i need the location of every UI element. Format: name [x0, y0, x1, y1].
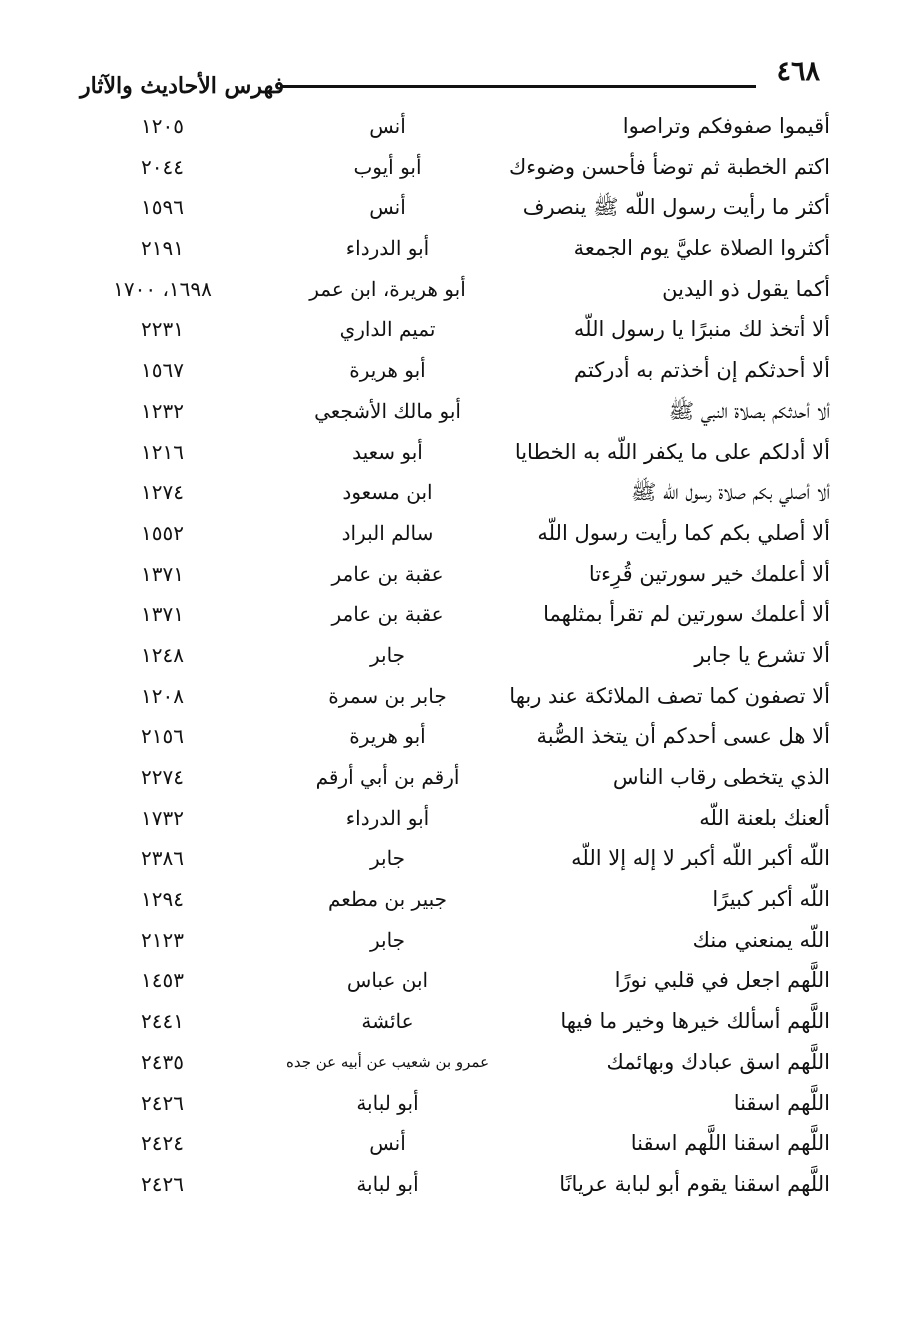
hadith-text: اللَّهم أسألك خيرها وخير ما فيها: [560, 1009, 830, 1034]
hadith-text: ألا أعلمك سورتين لم تقرأ بمثلهما: [543, 602, 830, 627]
narrator-name: أبو أيوب: [353, 154, 422, 179]
header-rule: [280, 85, 756, 88]
narrator-name: ابن عباس: [346, 968, 429, 993]
index-entry: [80, 879, 830, 920]
narrator-name: أبو الدرداء: [345, 805, 430, 830]
hadith-text: ألا تشرع يا جابر: [694, 642, 830, 667]
hadith-text: ألا تصفون كما تصف الملائكة عند ربها: [509, 683, 830, 708]
narrator-name: تميم الداري: [339, 317, 436, 342]
narrator-name: ابن مسعود: [342, 480, 433, 505]
index-entry: [80, 187, 830, 228]
index-entry: [80, 798, 830, 839]
narrator-name: سالم البراد: [341, 520, 434, 545]
hadith-number: ٢٠٤٤: [141, 154, 184, 179]
index-entry: [80, 350, 830, 391]
index-entry: [80, 513, 830, 554]
narrator-name: أبو هريرة: [349, 358, 426, 383]
narrator-name: أبو هريرة: [349, 724, 426, 749]
running-title: فهرس الأحاديث والآثار: [80, 73, 285, 99]
hadith-number: ١٤٥٣: [141, 968, 184, 993]
index-entry: [80, 920, 830, 961]
hadith-text: اللّه يمنعني منك: [692, 927, 830, 952]
hadith-number: ١٥٥٢: [141, 520, 184, 545]
hadith-text: اللّه أكبر اللّه أكبر لا إله إلا اللّه: [571, 846, 830, 871]
hadith-text: اللَّهم اسقنا اللَّهم اسقنا: [630, 1131, 830, 1156]
index-entry: [80, 228, 830, 269]
hadith-text: ألا أدلكم على ما يكفر اللّه به الخطايا: [514, 439, 830, 464]
hadith-number: ١٢٣٢: [141, 398, 184, 423]
hadith-text: ألا أعلمك خير سورتين قُرِءتا: [588, 561, 830, 586]
narrator-name: عقبة بن عامر: [331, 602, 444, 627]
hadith-number: ١٣٧١: [141, 561, 184, 586]
index-entry: [80, 1123, 830, 1164]
hadith-text: أقيموا صفوفكم وتراصوا: [622, 114, 830, 138]
index-entry: [80, 676, 830, 717]
hadith-number: ٢٢٧٤: [141, 765, 184, 789]
narrator-name: عمرو بن شعيب عن أبيه عن جده: [285, 1052, 490, 1071]
hadith-text: ألا هل عسى أحدكم أن يتخذ الصُّبة: [536, 724, 830, 749]
hadith-text: ألا أحدثكم إن أخذتم به أدركتم: [573, 358, 830, 383]
narrator-name: أبو الدرداء: [345, 236, 430, 261]
hadith-number: ٢١٥٦: [141, 724, 184, 749]
narrator-name: عقبة بن عامر: [331, 561, 444, 586]
hadith-number: ١٦٩٨، ١٧٠٠: [113, 276, 212, 301]
hadith-text: اللَّهم اجعل في قلبي نورًا: [614, 968, 830, 993]
index-entry: [80, 594, 830, 635]
index-entry: [80, 1042, 830, 1083]
page-header: [80, 52, 820, 100]
index-entry: [80, 472, 830, 513]
narrator-name: جابر: [369, 927, 406, 952]
hadith-index-list: [80, 106, 830, 1205]
hadith-number: ١٢٤٨: [141, 642, 184, 667]
hadith-number: ٢٤٢٦: [141, 1090, 184, 1115]
hadith-text: ألا أصلي بكم صلاة رسول اللّه ﷺ: [630, 480, 830, 505]
hadith-number: ١٢٧٤: [141, 480, 184, 505]
hadith-text: اللَّهم اسقنا يقوم أبو لبابة عريانًا: [559, 1171, 830, 1196]
hadith-text: ألا أصلي بكم كما رأيت رسول اللّه: [537, 520, 830, 545]
hadith-number: ١٧٣٢: [141, 805, 184, 830]
narrator-name: جبير بن مطعم: [327, 887, 448, 912]
hadith-text: ألا أتخذ لك منبرًا يا رسول اللّه: [573, 317, 830, 342]
hadith-number: ١٣٧١: [141, 602, 184, 627]
index-entry: [80, 106, 830, 147]
narrator-name: عائشة: [361, 1009, 414, 1034]
narrator-name: أبو سعيد: [352, 439, 423, 464]
hadith-number: ١٥٩٦: [141, 195, 184, 220]
index-entry: [80, 269, 830, 310]
index-entry: [80, 309, 830, 350]
hadith-number: ١٢١٦: [141, 439, 184, 464]
hadith-text: اكتم الخطبة ثم توضأ فأحسن وضوءك: [508, 154, 830, 179]
narrator-name: جابر: [369, 846, 406, 871]
hadith-text: اللّه أكبر كبيرًا: [712, 887, 830, 912]
narrator-name: أبو لبابة: [356, 1171, 419, 1196]
hadith-number: ٢٤٣٥: [141, 1049, 184, 1074]
hadith-number: ٢٤٢٤: [141, 1131, 184, 1156]
index-entry: [80, 432, 830, 473]
narrator-name: أبو لبابة: [356, 1090, 419, 1115]
hadith-text: أكثروا الصلاة عليَّ يوم الجمعة: [573, 236, 830, 261]
index-entry: [80, 1001, 830, 1042]
index-entry: [80, 960, 830, 1001]
narrator-name: أبو مالك الأشجعي: [314, 398, 461, 423]
hadith-number: ١٢٩٤: [141, 887, 184, 912]
hadith-number: ٢٤٢٦: [141, 1171, 184, 1196]
narrator-name: أرقم بن أبي أرقم: [315, 765, 460, 789]
index-entry: [80, 147, 830, 188]
hadith-number: ١٥٦٧: [141, 358, 184, 383]
narrator-name: أنس: [369, 1131, 406, 1156]
hadith-text: الذي يتخطى رقاب الناس: [612, 765, 830, 789]
hadith-text: اللَّهم اسقنا: [733, 1090, 830, 1115]
narrator-name: جابر: [369, 642, 406, 667]
hadith-text: ألعنك بلعنة اللّه: [699, 805, 830, 830]
page-number: ٤٦٨: [776, 56, 820, 87]
hadith-number: ١٢٠٨: [141, 683, 184, 708]
hadith-number: ٢١٢٣: [141, 927, 184, 952]
hadith-number: ١٢٠٥: [141, 114, 184, 138]
narrator-name: أنس: [369, 114, 406, 138]
narrator-name: أبو هريرة، ابن عمر: [309, 276, 466, 301]
index-entry: [80, 716, 830, 757]
index-entry: [80, 635, 830, 676]
hadith-text: اللَّهم اسق عبادك وبهائمك: [606, 1049, 830, 1074]
index-entry: [80, 1164, 830, 1205]
hadith-text: ألا أحدثكم بصلاة النبي ﷺ: [668, 398, 830, 423]
hadith-text: أكما يقول ذو اليدين: [662, 276, 830, 301]
hadith-number: ٢٢٣١: [141, 317, 184, 342]
hadith-number: ٢٣٨٦: [141, 846, 184, 871]
narrator-name: جابر بن سمرة: [328, 683, 447, 708]
index-entry: [80, 1083, 830, 1124]
index-entry: [80, 391, 830, 432]
index-entry: [80, 757, 830, 798]
hadith-number: ٢١٩١: [141, 236, 184, 261]
hadith-text: أكثر ما رأيت رسول اللّه ﷺ ينصرف: [522, 195, 830, 220]
narrator-name: أنس: [369, 195, 406, 220]
index-entry: [80, 838, 830, 879]
index-entry: [80, 554, 830, 595]
hadith-number: ٢٤٤١: [141, 1009, 184, 1034]
